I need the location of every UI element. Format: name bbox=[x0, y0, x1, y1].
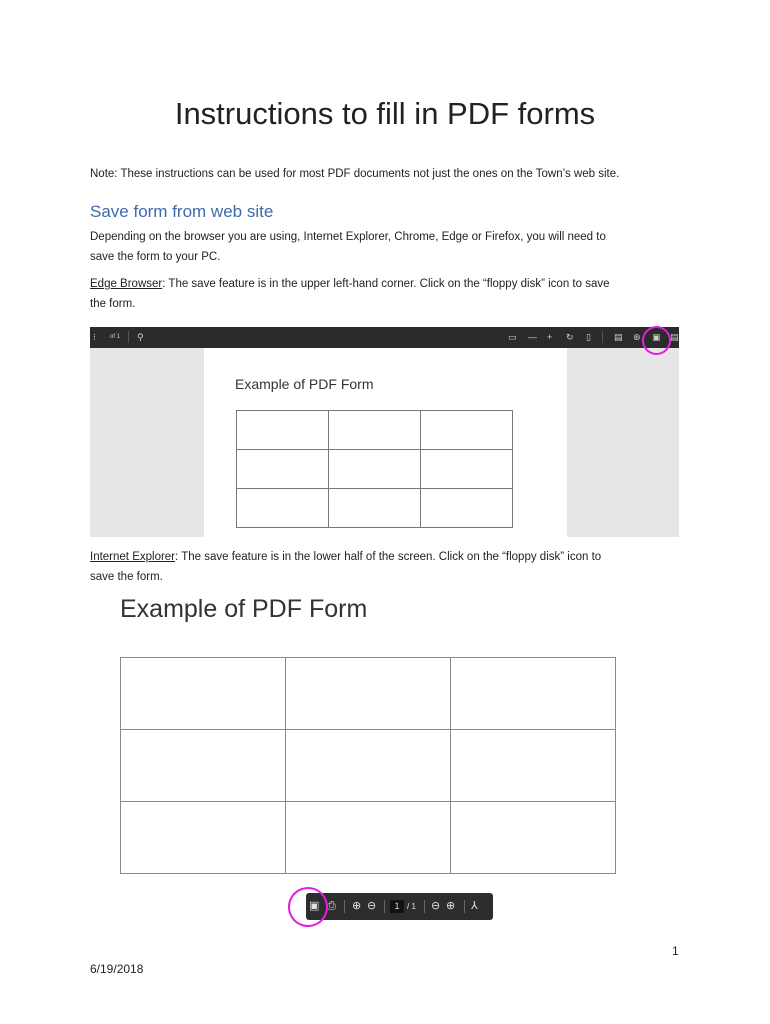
form-cell bbox=[451, 730, 616, 802]
edge-form-table bbox=[236, 410, 513, 528]
section-heading: Save form from web site bbox=[90, 202, 274, 221]
ie-label: Internet Explorer bbox=[90, 551, 176, 563]
page-up-icon: ⊕ bbox=[352, 900, 362, 912]
read-aloud-icon: ▤ bbox=[614, 332, 623, 342]
adobe-icon: ⅄ bbox=[471, 900, 478, 912]
intro-paragraph bbox=[90, 228, 680, 267]
ie-paragraph bbox=[90, 548, 680, 587]
toolbar-divider bbox=[344, 900, 345, 913]
page-count: of 1 bbox=[110, 334, 121, 340]
toolbar-divider bbox=[424, 900, 425, 913]
save-icon: ▣ bbox=[652, 332, 661, 342]
note-text: Note: These instructions can be used for most PDF documents not just the ones on the Town’s web site. bbox=[90, 168, 620, 180]
form-cell bbox=[121, 802, 286, 874]
page-down-icon: ⊖ bbox=[367, 900, 377, 912]
footer-date: 6/19/2018 bbox=[90, 962, 144, 976]
zoom-out-icon: — bbox=[528, 332, 537, 342]
edge-browser-label: Edge Browser bbox=[90, 278, 163, 290]
zoom-in-icon: + bbox=[547, 332, 553, 342]
form-cell bbox=[451, 658, 616, 730]
page-number: 1 bbox=[672, 944, 679, 958]
form-cell bbox=[121, 730, 286, 802]
form-cell bbox=[286, 802, 451, 874]
print-icon: ⎙ bbox=[327, 900, 336, 912]
form-cell bbox=[329, 489, 421, 528]
intro-line-1: Depending on the browser you are using, Internet Explorer, Chrome, Edge or Firefox, you will need to bbox=[90, 231, 606, 243]
sidebar-icon: ⁝ bbox=[93, 332, 96, 342]
form-cell bbox=[286, 658, 451, 730]
form-cell bbox=[421, 489, 513, 528]
edge-text-line-1: : The save feature is in the upper left-hand corner. Click on the “floppy disk” icon to save bbox=[162, 278, 610, 290]
form-cell bbox=[329, 411, 421, 450]
form-cell bbox=[451, 802, 616, 874]
edge-text-line-2: the form. bbox=[90, 297, 136, 310]
form-cell bbox=[421, 411, 513, 450]
save-icon: ▣ bbox=[309, 900, 320, 912]
edge-form-title: Example of PDF Form bbox=[235, 376, 374, 392]
intro-line-2: save the form to your PC. bbox=[90, 250, 221, 263]
ie-text-line-1: : The save feature is in the lower half of the screen. Click on the “floppy disk” icon to bbox=[175, 551, 602, 563]
edge-screenshot bbox=[90, 327, 679, 537]
highlight-circle bbox=[282, 881, 333, 932]
search-icon: ⚲ bbox=[137, 332, 144, 342]
draw-icon: ⊛ bbox=[633, 332, 641, 342]
form-cell bbox=[421, 450, 513, 489]
toolbar-divider bbox=[384, 900, 385, 913]
page-number-input: 1 bbox=[390, 900, 404, 913]
form-cell bbox=[237, 411, 329, 450]
edge-pdf-page bbox=[204, 348, 567, 537]
edge-toolbar bbox=[90, 327, 679, 348]
more-icon: ▤ bbox=[670, 332, 679, 342]
form-cell bbox=[286, 730, 451, 802]
form-cell bbox=[237, 450, 329, 489]
page-view-icon: ▯ bbox=[586, 332, 591, 342]
toolbar-divider bbox=[464, 900, 465, 913]
ie-form-table bbox=[120, 657, 616, 874]
ie-text-line-2: save the form. bbox=[90, 570, 163, 583]
form-cell bbox=[329, 450, 421, 489]
ie-toolbar bbox=[306, 893, 493, 920]
fit-page-icon: ▭ bbox=[508, 332, 517, 342]
form-cell bbox=[237, 489, 329, 528]
ie-form-title: Example of PDF Form bbox=[120, 595, 368, 623]
toolbar-divider bbox=[128, 331, 129, 343]
rotate-icon: ↻ bbox=[566, 332, 574, 342]
edge-paragraph bbox=[90, 275, 680, 314]
form-cell bbox=[121, 658, 286, 730]
toolbar-divider bbox=[602, 331, 603, 343]
page-total: / 1 bbox=[407, 902, 416, 911]
zoom-out-icon: ⊖ bbox=[431, 900, 441, 912]
zoom-in-icon: ⊕ bbox=[446, 900, 456, 912]
document-title: Instructions to fill in PDF forms bbox=[174, 96, 596, 131]
